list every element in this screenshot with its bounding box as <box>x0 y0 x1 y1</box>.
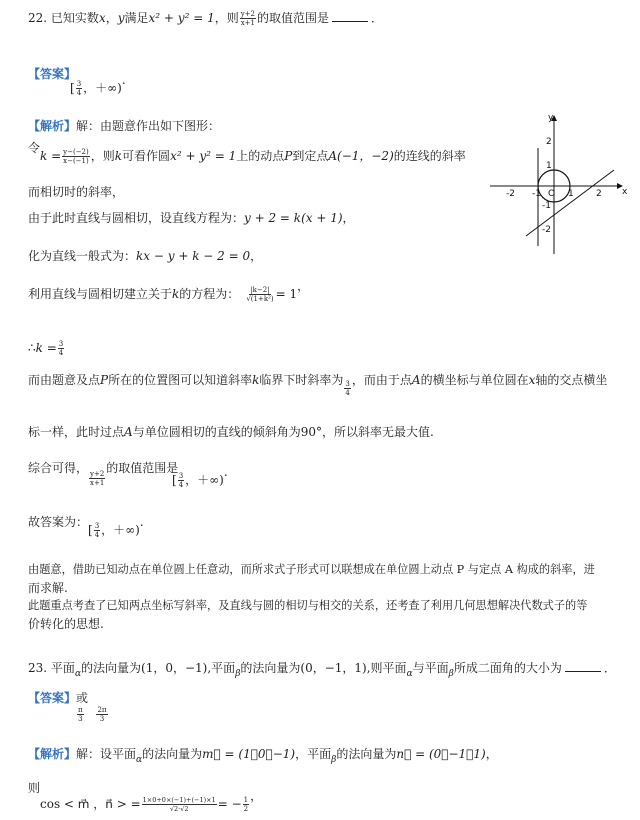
q22-sol-line9 <box>28 424 434 440</box>
sol-text: 化为直线一般式为： <box>28 249 137 263</box>
numerator: 1×0+0×(−1)+(−1)×1 <box>142 796 216 804</box>
math: x <box>528 373 536 387</box>
answer-text: ，＋∞) <box>83 81 122 95</box>
sol-text: 解：由题意作出如下图形： <box>76 119 221 133</box>
math: P <box>284 149 293 163</box>
q22-sol-line2b <box>40 148 466 165</box>
sol-text: 利用直线与圆相切建立关于 <box>28 287 173 301</box>
fraction <box>94 522 100 539</box>
bracket: [ <box>70 81 75 95</box>
stem-text: ， <box>105 11 118 25</box>
answer-blank <box>332 11 368 22</box>
sol-text: 故答案为： <box>28 515 89 529</box>
numerator: 3 <box>345 380 350 388</box>
q22-sol-line4 <box>28 210 355 226</box>
sol-text: ， <box>342 211 355 225</box>
math: k <box>172 287 180 301</box>
denominator: 4 <box>94 531 100 539</box>
sol-text: 的方程为： <box>179 287 240 301</box>
tick-y: -1 <box>542 201 551 211</box>
sol-text: ， <box>297 279 310 293</box>
math: β <box>448 669 454 679</box>
sol-text: 由于此时直线与圆相切，设直线方程为： <box>28 211 245 225</box>
answer-label: 【答案】 <box>28 67 77 81</box>
stem-text: ,则平面 <box>366 661 407 675</box>
q23-answer <box>28 690 88 706</box>
math: α <box>74 669 82 679</box>
sol-text: . <box>139 515 144 529</box>
numerator: 1 <box>243 796 249 804</box>
equation: = − <box>217 797 242 811</box>
math: β <box>235 669 241 679</box>
stem-text: ． <box>371 11 384 25</box>
stem-text: 的取值范围是 <box>257 11 330 25</box>
q22-sol-line11 <box>28 514 88 530</box>
tick-x: 1 <box>568 189 574 199</box>
q23-sol-line3 <box>40 789 263 813</box>
equation: = 1 <box>275 287 298 301</box>
fraction <box>240 10 256 27</box>
numerator: π <box>78 706 83 714</box>
math: k <box>114 149 123 163</box>
denominator: √2·√2 <box>169 805 189 813</box>
answer-dot: . <box>121 73 126 87</box>
sol-text: ，所以斜率无最大值. <box>321 425 434 439</box>
vector: (1，0，−1) <box>141 661 208 675</box>
sol-text: ，则 <box>90 149 115 163</box>
q22-sol-line8 <box>28 372 608 397</box>
numerator: 3 <box>94 522 100 530</box>
equation: n⃗ = (0，−1，1) <box>396 747 486 761</box>
therefore: ∴ <box>28 341 36 355</box>
stem-text: 的法向量为 <box>81 661 142 675</box>
tick-y: -2 <box>542 225 551 235</box>
q22-sol-line1 <box>28 118 220 134</box>
vector: (0，−1，1) <box>300 661 367 675</box>
denominator: √(1+k²) <box>246 295 274 303</box>
fraction <box>77 706 84 723</box>
tick-x: -2 <box>506 189 515 199</box>
stem-text: 已知实数 <box>50 11 99 25</box>
sol-text: ，＋∞) <box>101 523 140 537</box>
sol-text: ， <box>250 789 263 803</box>
denominator: 3 <box>78 715 83 723</box>
sol-text: 解：设平面 <box>76 747 137 761</box>
question-number: 22. <box>28 11 48 25</box>
q22-sol-line10 <box>28 460 179 487</box>
sol-text: 令 <box>28 141 41 155</box>
equation: x² + y² = 1 <box>170 149 237 163</box>
q22-answer <box>70 73 126 97</box>
q22-sol-line2 <box>28 140 40 156</box>
fraction <box>243 796 249 813</box>
numerator: 3 <box>58 340 64 348</box>
denominator: 4 <box>178 481 184 489</box>
equation: y + 2 = k(x + 1) <box>244 211 343 225</box>
q22-sol-line7 <box>28 340 65 357</box>
denominator: 4 <box>345 389 350 397</box>
q22-stem <box>28 10 383 27</box>
fraction <box>142 796 217 813</box>
answer-label: 【答案】 <box>28 691 77 705</box>
denominator: 2 <box>243 805 249 813</box>
equation: cos < m⃗ ，n⃗ > = <box>40 797 141 811</box>
bracket: [ <box>172 473 177 487</box>
q22-sol-line11b <box>88 515 144 539</box>
sol-text: 的法向量为 <box>142 747 203 761</box>
q22-sol-line5 <box>28 248 262 264</box>
math: k <box>252 373 260 387</box>
equation: m⃗ = (1，0，−1) <box>202 747 296 761</box>
sol-text: 综合可得， <box>28 461 89 475</box>
math: A(−1，−2) <box>328 149 394 163</box>
tick-y: 2 <box>546 137 552 147</box>
analysis-label: 【解析】 <box>28 119 77 133</box>
analysis-label: 【解析】 <box>28 747 77 761</box>
stem-text: 满足 <box>124 11 149 25</box>
math: P <box>100 373 109 387</box>
q22-sol-line10b <box>172 465 228 489</box>
axis-x-label: x <box>622 187 628 197</box>
sol-text: 的横坐标与单位圆在 <box>420 373 529 387</box>
denominator: x+1 <box>240 19 255 27</box>
sol-text: 与单位圆相切的直线的倾斜角为 <box>132 425 301 439</box>
q23-sol-line1 <box>28 746 498 764</box>
sol-text: ，平面 <box>295 747 332 761</box>
sol-text: 的取值范围是 <box>106 461 179 475</box>
math: α <box>136 755 143 765</box>
sol-text: 标一样，此时过点 <box>28 425 125 439</box>
fraction <box>178 472 184 489</box>
sol-text: ， <box>250 249 263 263</box>
sol-text: . <box>223 465 228 479</box>
math: k = <box>40 149 62 163</box>
stem-text: 的法向量为 <box>240 661 301 675</box>
numerator: 3 <box>178 472 184 480</box>
sol-text: ，而由于点 <box>351 373 412 387</box>
numerator: y−(−2) <box>63 148 89 156</box>
q22-sol-line6 <box>28 279 310 303</box>
stem-text: ． <box>603 661 616 675</box>
sol-text: ， <box>485 747 498 761</box>
denominator: 4 <box>58 349 64 357</box>
sol-text: 所在的位置图可以知道斜率 <box>108 373 253 387</box>
sol-text: 临界下时斜率为 <box>259 373 344 387</box>
q23-stem <box>28 660 616 678</box>
bracket: [ <box>88 523 93 537</box>
q22-sol-line3: 而相切时的斜率， <box>28 185 125 199</box>
math: 90° <box>300 425 322 439</box>
tick-x: -1 <box>532 189 541 199</box>
fraction <box>89 470 105 487</box>
sol-text: ，＋∞) <box>185 473 224 487</box>
q23-sol-line2: 则 <box>28 781 41 795</box>
math: A <box>124 425 133 439</box>
fraction <box>58 340 64 357</box>
answer-text: 或 <box>76 691 89 705</box>
stem-text: ，则 <box>214 11 239 25</box>
q23-answer-fracs <box>76 706 109 723</box>
denominator: x−(−1) <box>63 157 89 165</box>
axis-y-label: y <box>548 113 554 123</box>
q22-sol-line15: 价转化的思想. <box>28 617 104 631</box>
fraction <box>76 80 82 97</box>
math: A <box>411 373 421 387</box>
var-x: x <box>98 11 106 25</box>
stem-text: 所成二面角的大小为 <box>453 661 562 675</box>
fraction <box>62 148 90 165</box>
var-y: y <box>117 11 125 25</box>
denominator: 4 <box>76 89 82 97</box>
numerator: 2π <box>97 706 107 714</box>
numerator: y+2 <box>240 10 255 18</box>
stem-text: ,平面 <box>207 661 236 675</box>
math: α <box>406 669 413 679</box>
answer-blank <box>565 661 601 672</box>
sol-text: 而由题意及点 <box>28 373 101 387</box>
sol-text: 轴的交点横坐 <box>535 373 608 387</box>
q22-sol-line13: 而求解. <box>28 581 68 595</box>
numerator: 3 <box>76 80 82 88</box>
sol-text: 上的动点 <box>236 149 285 163</box>
fraction <box>344 380 350 397</box>
tick-x: O <box>548 189 556 199</box>
sol-text: 可看作圆 <box>122 149 171 163</box>
tick-y: 1 <box>546 161 552 171</box>
tick-x: 2 <box>596 189 602 199</box>
stem-text: 与平面 <box>412 661 449 675</box>
fraction <box>96 706 107 723</box>
equation: x² + y² = 1 <box>148 11 215 25</box>
q22-sol-line12: 由题意，借助已知动点在单位圆上任意动，而所求式子形式可以联想成在单位圆上动点 P 与定点 A 构成的斜率，进 <box>28 563 595 576</box>
sol-text: 的法向量为 <box>336 747 397 761</box>
numerator: y+2 <box>90 470 105 478</box>
math: k = <box>35 341 57 355</box>
fraction <box>245 286 274 303</box>
sol-text: 的连线的斜率 <box>393 149 466 163</box>
denominator: x+1 <box>90 479 105 487</box>
question-number: 23. <box>28 661 48 675</box>
denominator: 3 <box>99 715 105 723</box>
sol-text: 到定点 <box>292 149 329 163</box>
numerator: |k−2| <box>250 286 270 294</box>
coordinate-graph <box>486 108 632 256</box>
q22-sol-line14: 此题重点考查了已知两点坐标写斜率，及直线与圆的相切与相交的关系，还考查了利用几何思想解决代数式子的等 <box>28 599 588 612</box>
equation: kx − y + k − 2 = 0 <box>136 249 251 263</box>
stem-text: 平面 <box>50 661 75 675</box>
math: β <box>331 755 337 765</box>
